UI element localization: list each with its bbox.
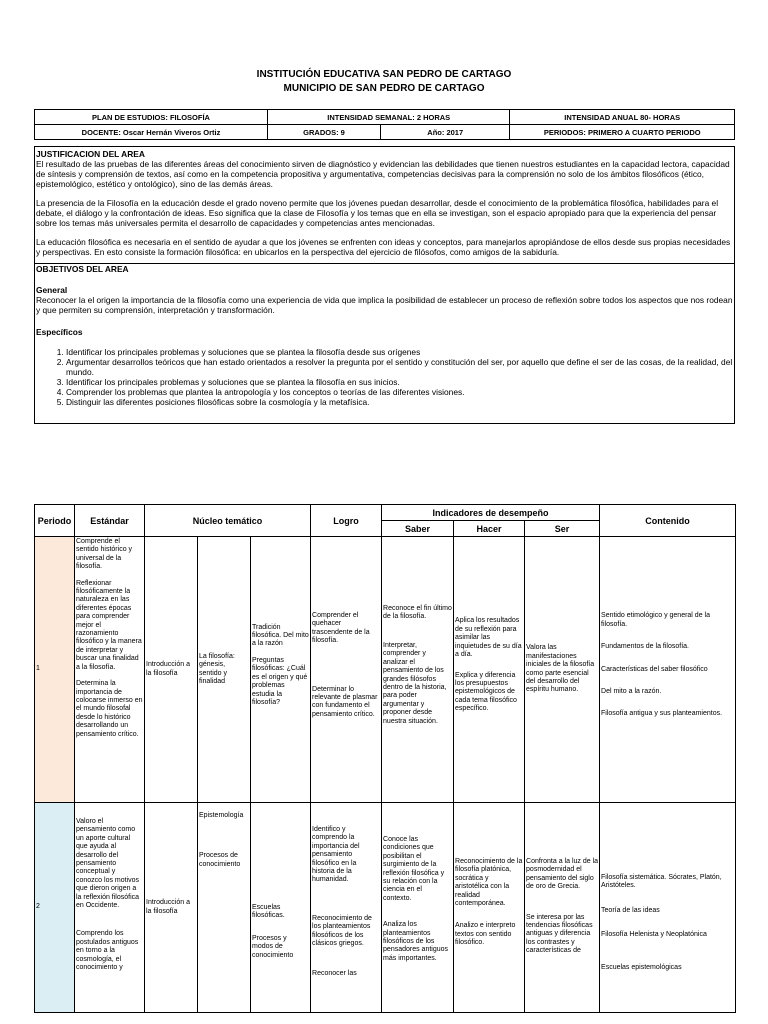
hacer-text: Explica y diferencia los presupuestos epistemológicos de cada tema filosófico específico. [455, 671, 517, 713]
nucleo-a-cell: Introducción a la filosofía [145, 803, 198, 1013]
hacer-text: Analizo e interpreto textos con sentido filosófico. [455, 922, 516, 947]
intensidad-anual-cell: INTENSIDAD ANUAL 80- HORAS [510, 110, 735, 125]
especificos-label: Específicos [36, 327, 83, 337]
nucleo-text: Procesos y modos de conocimiento [252, 934, 294, 959]
col-estandar: Estándar [75, 505, 145, 537]
nucleo-text: Escuelas filosóficas. [252, 904, 285, 920]
justificacion-p2: La presencia de la Filosofía en la educación desde el grado noveno permite que los jóvenes puedan desarrollar, desde el conocimiento de la problemática filosófica, habilidades para el debate, el diálogo y la confrontación de ideas. Eso significa que la clase de Filosofía y los temas que en ella se investigan, son el espacio apropiado para que la experiencia del pensar sobre los temas más universales permita el desarrollo de capacidades y competencias antes mencionadas. [36, 198, 719, 228]
nucleo-b-cell: La filosofía: génesis, sentido y finalidad [198, 537, 251, 803]
list-item: 1. Identificar los principales problemas y soluciones que se plantea la filosofía desde sus orígenes [66, 347, 733, 357]
justificacion-p3: La educación filosófica es necesaria en el sentido de ayudar a que los jóvenes se enfrenten con ideas y conceptos, para manejarlos apropiándose de ellos desde sus propias necesidades y perspectivas. En esto consiste la formación filosófica: en ubicarlos en la perspectiva del ejercicio de filósofos, como amigos de la sabiduría. [36, 237, 731, 257]
info-table [34, 109, 735, 140]
col-indicadores: Indicadores de desempeño [382, 505, 600, 521]
nucleo-text: Tradición filosófica. Del mito a la razón [252, 623, 309, 648]
estandar-text: Valoro el pensamiento como un aporte cultural que ayuda al desarrollo del pensamiento conceptual y conozco los motivos que dieron origen a la reflexión filosófica en Occidente. [76, 818, 140, 910]
nucleo-a-cell: Introducción a la filosofía [145, 537, 198, 803]
periodo-cell: 1 [35, 537, 75, 803]
col-contenido: Contenido [600, 505, 736, 537]
estandar-text: Determina la importancia de colocarse inmerso en el mundo filosofal desde lo histórico desarrollando un pensamiento crítico. [76, 680, 143, 738]
intensidad-semanal-cell: INTENSIDAD SEMANAL: 2 HORAS [268, 110, 510, 125]
logro-text: Reconocer las [312, 970, 357, 978]
logro-text: Identifico y comprendo la importancia del pensamiento filosófico en la historia de la humanidad. [312, 826, 360, 884]
grados-cell: GRADOS: 9 [268, 125, 381, 140]
hacer-cell [454, 537, 525, 803]
nucleo-text: Preguntas filosóficas: ¿Cuál es el origen y qué problemas estudia la filosofía? [252, 656, 308, 706]
table-row [35, 803, 736, 1013]
estandar-text: Comprendo los postulados antiguos en torno a la cosmología, el conocimiento y [76, 930, 139, 972]
hacer-text: Reconocimiento de la filosofía platónica, socrática y aristotélica con la realidad contemporánea. [455, 858, 523, 908]
saber-text: Reconoce el fin último de la filosofía. [383, 605, 452, 621]
ser-text: Confronta a la luz de la posmodernidad el pensamiento del siglo de oro de Grecia. [526, 858, 599, 891]
col-hacer: Hacer [454, 521, 525, 537]
curriculum-table [34, 504, 736, 1013]
col-nucleo: Núcleo temático [145, 505, 311, 537]
objetivos-heading: OBJETIVOS DEL AREA [36, 264, 129, 274]
contenido-text: Sentido etimológico y general de la filosofía. [601, 612, 710, 628]
list-item: 4. Comprender los problemas que plantea la antropología y los conceptos o teorías de las diferentes visiones. [66, 387, 733, 397]
anio-cell: Año: 2017 [381, 125, 510, 140]
logro-cell [311, 537, 382, 803]
justificacion-section [34, 146, 735, 264]
nucleo-c-cell [251, 803, 311, 1013]
contenido-text: Filosofía sistemática. Sócrates, Platón, Aristóteles. [601, 874, 722, 890]
list-item: 2. Argumentar desarrollos teóricos que han estado orientados a resolver la pregunta por el sentido y constitución del ser, por aquello que define el ser de las cosas, de la realidad, del mundo. [66, 357, 733, 377]
col-logro: Logro [311, 505, 382, 537]
docente-cell: DOCENTE: Oscar Hernán Viveros Ortiz [35, 125, 268, 140]
saber-text: Interpretar, comprender y analizar el pensamiento de los grandes filósofos dentro de la historia, para poder argumentar y proponer desde nuestra situación. [383, 641, 447, 725]
general-text: Reconocer la el origen la importancia de la filosofía como una experiencia de vida que implica la posibilidad de establecer un proceso de reflexión sobre todos los aspectos que nos rodean y que permiten su comprensión, interpretación y transformación. [36, 295, 733, 315]
list-item: 5. Distinguir las diferentes posiciones filosóficas sobre la cosmología y la metafísica. [66, 397, 733, 407]
institution-title: INSTITUCIÓN EDUCATIVA SAN PEDRO DE CARTAGO [256, 69, 512, 80]
col-periodo: Periodo [35, 505, 75, 537]
table-row [35, 537, 736, 803]
saber-text: Conoce las condiciones que posibilitan el surgimiento de la reflexión filosófica y su relación con la ciencia en el contexto. [383, 836, 445, 902]
hacer-text: Aplica los resultados de su reflexión para asimilar las inquietudes de su día a día. [455, 617, 522, 659]
estandar-text: Comprende el sentido histórico y universal de la filosofía. [76, 538, 133, 571]
logro-text: Determinar lo relevante de plasmar con fundamento el pensamiento crítico. [312, 685, 378, 718]
saber-text: Analiza los planteamientos filosóficos de los pensadores antiguos más importantes. [383, 921, 449, 962]
justificacion-p1: El resultado de las pruebas de las diferentes áreas del conocimiento sirven de diagnóstico y evidencian las debilidades que tienen nuestros estudiantes en la capacidad lectora, capacidad de síntesis y comprensión de textos, así como en la competencia propositiva y argumentativa, competencias decisivas para la comprensión no solo de los ámbitos filosóficos (ético, epistemológico, estético y ontológico), sino de las demás áreas. [36, 159, 730, 189]
col-ser: Ser [525, 521, 600, 537]
saber-cell [382, 803, 454, 1013]
logro-cell [311, 803, 382, 1013]
hacer-cell [454, 803, 525, 1013]
col-saber: Saber [382, 521, 454, 537]
justificacion-heading: JUSTIFICACION DEL AREA [36, 149, 145, 159]
nucleo-c-cell [251, 537, 311, 803]
contenido-cell [600, 537, 736, 803]
periodos-cell: PERIODOS: PRIMERO A CUARTO PERIODO [510, 125, 735, 140]
contenido-text: Filosofía antigua y sus planteamientos. [601, 710, 723, 718]
contenido-cell [600, 803, 736, 1013]
objetivos-section [34, 264, 735, 424]
estandar-cell [75, 537, 145, 803]
contenido-text: Filosofía Helenista y Neoplatónica [601, 931, 707, 939]
periodo-cell: 2 [35, 803, 75, 1013]
especificos-list [36, 347, 733, 407]
municipality-title: MUNICIPIO DE SAN PEDRO DE CARTAGO [283, 83, 485, 94]
logro-text: Reconocimiento de los planteamientos filosóficos de los clásicos griegos. [312, 914, 372, 948]
contenido-text: Escuelas epistemológicas [601, 963, 682, 971]
ser-cell: Valora las manifestaciones iniciales de la filosofía como parte esencial del desarrollo del espíritu humano. [525, 537, 600, 803]
contenido-text: Características del saber filosófico [601, 665, 708, 673]
plan-cell: PLAN DE ESTUDIOS: FILOSOFÍA [35, 110, 268, 125]
nucleo-text: Epistemología [199, 812, 244, 819]
list-item: 3. Identificar los principales problemas y soluciones que se plantea la filosofía en sus inicios. [66, 377, 733, 387]
saber-cell [382, 537, 454, 803]
contenido-text: Fundamentos de la filosofía. [601, 643, 689, 651]
nucleo-b-cell [198, 803, 251, 1013]
contenido-text: Del mito a la razón. [601, 687, 662, 695]
nucleo-text: Procesos de conocimiento [199, 852, 241, 868]
ser-text: Se interesa por las tendencias filosóficas antiguas y diferencia los contrastes y características de [526, 913, 593, 955]
general-label: General [36, 285, 68, 295]
estandar-cell [75, 803, 145, 1013]
estandar-text: Reflexionar filosóficamente la naturaleza en las diferentes épocas para comprender mejor el razonamiento filosófico y la manera de interpretar y buscar una finalidad a la filosofía. [76, 579, 142, 671]
logro-text: Comprender el quehacer trascendente de la filosofía. [312, 611, 370, 645]
contenido-text: Teoría de las ideas [601, 906, 660, 914]
ser-cell [525, 803, 600, 1013]
